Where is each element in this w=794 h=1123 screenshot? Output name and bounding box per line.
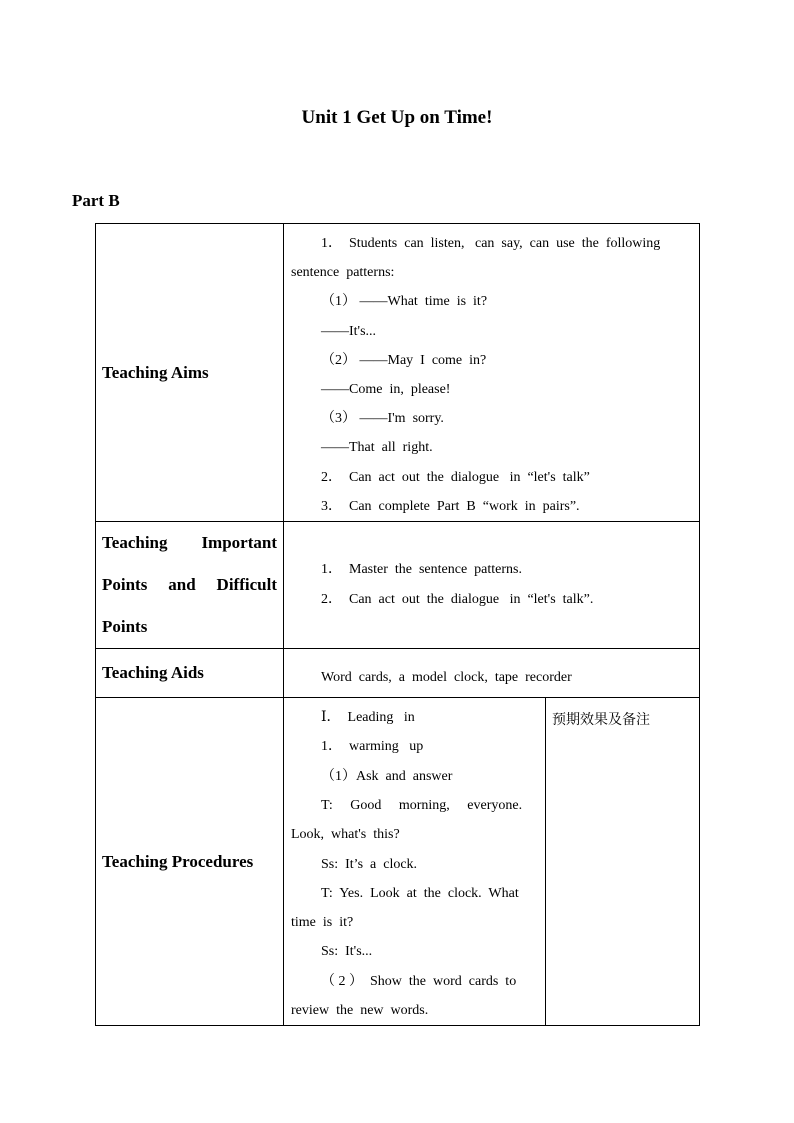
procedures-line: 1． warming up — [321, 739, 424, 755]
aims-line: sentence patterns: — [291, 265, 395, 281]
procedures-line: T: Good morning, everyone. — [321, 797, 523, 813]
aims-line: 1． Students can listen, can say, can use the following — [321, 236, 661, 251]
aims-line: ——It's... — [321, 323, 377, 339]
points-content — [284, 522, 700, 649]
procedures-line: （1）Ask and answer — [321, 768, 453, 784]
procedures-line: （ 2 ） Show the word cards to — [321, 973, 517, 989]
points-line: 1． Master the sentence patterns. — [321, 562, 522, 578]
aims-content — [284, 224, 700, 522]
procedures-content — [284, 698, 546, 1026]
points-label-line: Points and Difficult — [102, 575, 277, 595]
aims-row — [96, 224, 700, 522]
procedures-line: Ⅰ． Leading in — [321, 710, 415, 726]
points-line: 2． Can act out the dialogue in “let's talk”. — [321, 592, 594, 608]
aims-line: （2） ——May I come in? — [321, 352, 487, 368]
procedures-line: time is it? — [291, 915, 354, 931]
procedures-line: Ss: It's... — [321, 944, 373, 960]
points-label — [96, 522, 284, 649]
points-label-line: Points — [102, 617, 148, 637]
aids-text: Word cards, a model clock, tape recorder — [321, 670, 572, 686]
aids-row — [96, 649, 700, 698]
aims-line: （3） ——I'm sorry. — [321, 411, 444, 427]
procedures-row — [96, 698, 700, 1026]
procedures-notes: 预期效果及备注 — [546, 698, 700, 1026]
procedures-line: review the new words. — [291, 1003, 429, 1018]
procedures-line: Look, what's this? — [291, 827, 400, 843]
page-title: Unit 1 Get Up on Time! — [301, 107, 493, 128]
aims-line: ——Come in, please! — [321, 382, 451, 398]
procedures-line: Ss: It’s a clock. — [321, 856, 418, 872]
aims-label: Teaching Aims — [96, 224, 284, 522]
procedures-line: T: Yes. Look at the clock. What — [321, 885, 519, 901]
points-label-line: Teaching Important — [102, 533, 277, 553]
points-row — [96, 522, 700, 649]
aims-line: （1） ——What time is it? — [321, 294, 488, 310]
section-heading: Part B — [72, 191, 120, 210]
aids-content — [284, 649, 700, 698]
aims-line: ——That all right. — [321, 440, 433, 456]
aims-line: 3． Can complete Part B “work in pairs”. — [321, 498, 580, 514]
aims-line: 2． Can act out the dialogue in “let's talk” — [321, 469, 590, 485]
lesson-plan-table — [95, 223, 700, 1026]
procedures-label: Teaching Procedures — [96, 698, 284, 1026]
aids-label: Teaching Aids — [96, 649, 284, 698]
